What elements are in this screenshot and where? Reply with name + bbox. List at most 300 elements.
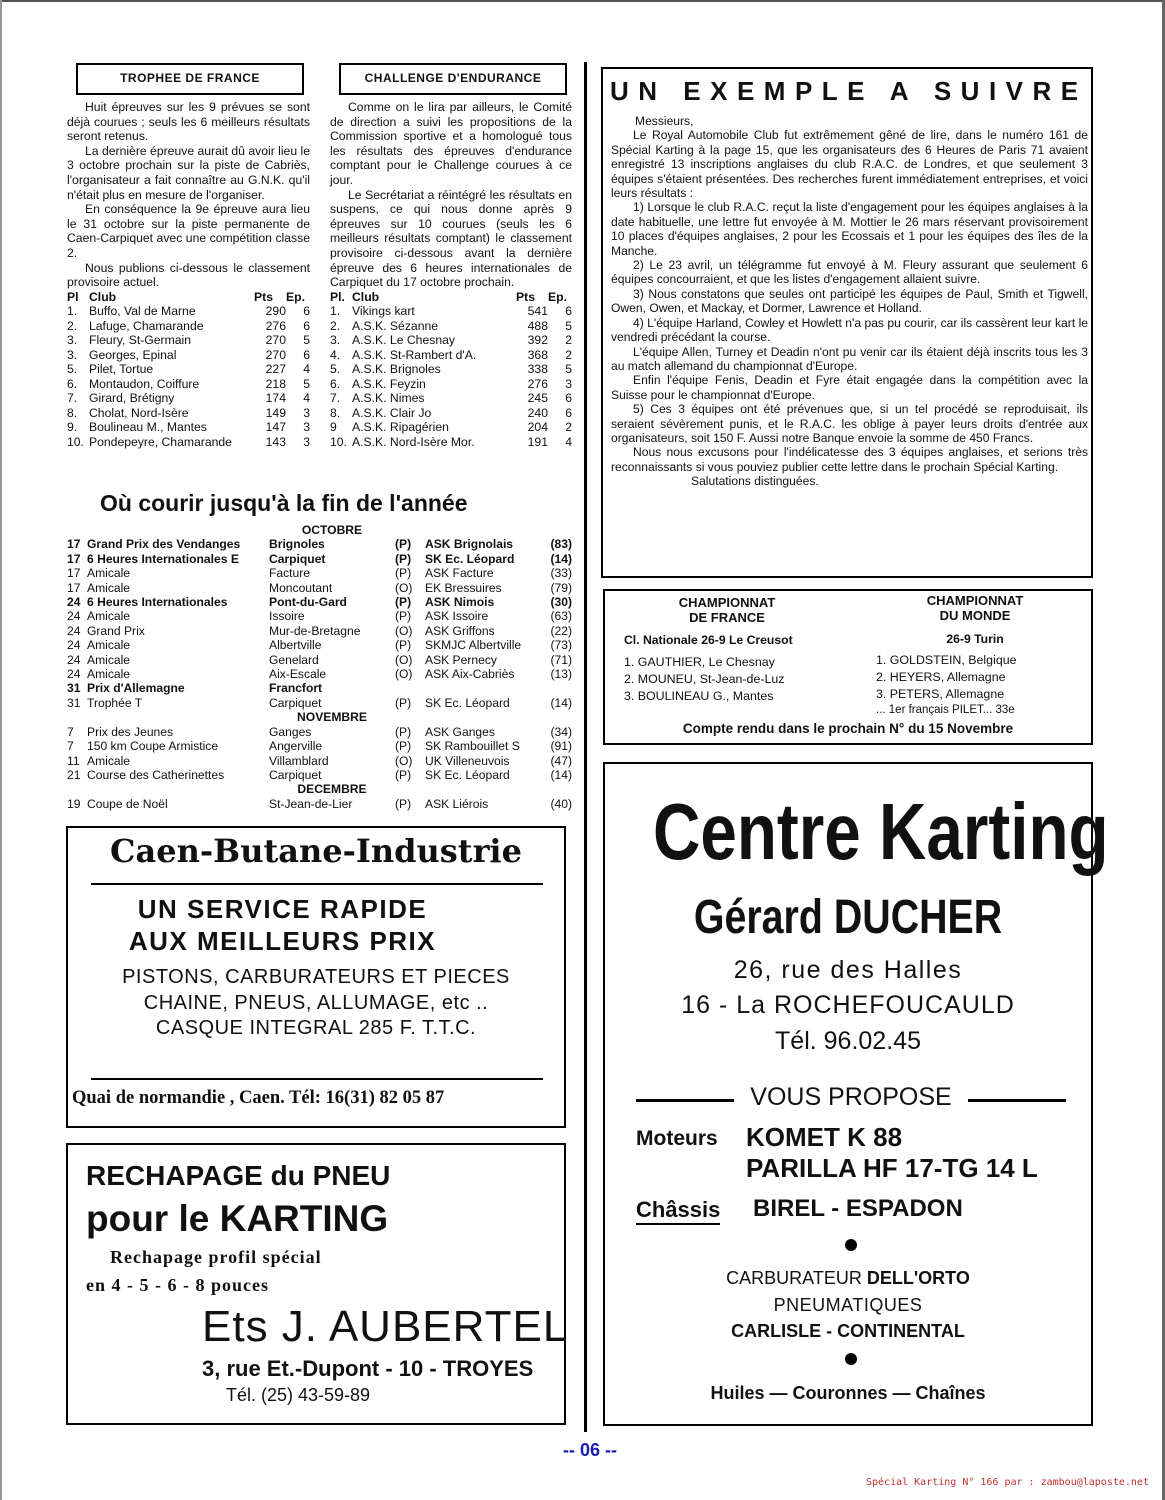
event-location: Issoire [269, 609, 305, 624]
exemple-para-6: L'équipe Allen, Turney et Deadin n'ont pu venir car ils étaient déjà inscrits tous les 3 au match allemand du championnat d'Europe. [611, 344, 1088, 373]
ad-centre-carb-line [603, 1268, 1093, 1289]
rank-cell: 8. [330, 405, 341, 420]
ad-centre-rule-right [968, 1099, 1066, 1102]
event-club: SK Ec. Léopard [425, 551, 515, 566]
event-day: 7 [67, 739, 74, 754]
ad-centre-propose: VOUS PROPOSE [750, 1083, 952, 1111]
club-cell: Fleury, St-Germain [89, 333, 192, 348]
calendar-event-row [67, 552, 572, 566]
ad-caen-line-3: PISTONS, CARBURATEURS ET PIECES [122, 966, 510, 988]
event-track-type: (O) [395, 623, 413, 638]
page-credit: Spécial Karting N° 166 par : zambou@laposte.net [866, 1477, 1149, 1488]
rank-cell: 7. [330, 391, 341, 406]
event-department: (47) [550, 753, 572, 768]
calendar-event-row [67, 739, 572, 753]
trophee-para-3: En conséquence la 9e épreuve aura lieu le 31 octobre sur la piste permanente de Caen-Carpiquet avec une compétition classe 2. [67, 202, 310, 260]
calendar-title: Où courir jusqu'à la fin de l'année [100, 490, 468, 516]
event-club: ASK Issoire [425, 609, 489, 624]
exemple-closing: Salutations distinguées. [691, 474, 819, 489]
club-cell: A.S.K. Nord-Isère Mor. [352, 434, 475, 449]
trophee-row [67, 362, 310, 377]
event-department: (14) [550, 695, 572, 710]
challenge-row [330, 333, 572, 348]
exemple-para-4: 3) Nous constatons que seules ont participé les équipes de Paul, Smith et Tigwell, Owen, Owen, et Mackay, et Dormer, Lawrence et Holland. [611, 286, 1088, 316]
challenge-table-header [330, 290, 572, 305]
club-cell: A.S.K. Feyzin [352, 376, 426, 391]
rank-cell: 7. [67, 391, 78, 406]
challenge-column [330, 100, 572, 449]
event-track-type: (P) [395, 796, 412, 811]
event-day: 24 [67, 652, 81, 667]
club-cell: A.S.K. Le Chesnay [352, 333, 455, 348]
calendar-event-row [67, 681, 572, 695]
ad-rechapage-tel: Tél. (25) 43-59-89 [226, 1385, 371, 1405]
event-day: 17 [67, 537, 81, 552]
event-name: 6 Heures Internationales E [87, 551, 239, 566]
calendar-event-row [67, 566, 572, 580]
challenge-row [330, 319, 572, 334]
events-cell: 6 [303, 347, 310, 362]
calendar-event-row [67, 768, 572, 782]
points-cell: 218 [265, 376, 286, 391]
month-octobre [67, 523, 572, 537]
event-department: (73) [550, 638, 572, 653]
event-department: (91) [550, 739, 572, 754]
event-club: ASK Ganges [425, 724, 495, 739]
rank-cell: 4. [330, 347, 341, 362]
event-location: Francfort [269, 681, 323, 696]
events-cell: 5 [303, 333, 310, 348]
ad-centre-chassis-label: Châssis [636, 1197, 720, 1225]
col-pl: Pl. [330, 289, 345, 304]
trophee-row [67, 406, 310, 421]
event-department: (71) [550, 652, 572, 667]
ad-caen-products [70, 965, 562, 1042]
rank-cell: 6. [330, 376, 341, 391]
event-club: SK Rambouillet S [425, 739, 520, 754]
challenge-row [330, 391, 572, 406]
calendar-event-row [67, 537, 572, 551]
event-location: Carpiquet [269, 551, 326, 566]
club-cell: Vikings kart [352, 304, 415, 319]
events-cell: 6 [303, 304, 310, 319]
points-cell: 204 [527, 420, 548, 435]
rank-cell: 10. [330, 434, 347, 449]
challenge-row [330, 304, 572, 319]
event-department: (14) [550, 551, 572, 566]
club-cell: A.S.K. Ripagérien [352, 420, 449, 435]
ad-centre-owner [603, 888, 1093, 948]
ad-rechapage-line-3: Rechapage profil spécial [110, 1247, 322, 1267]
event-club: ASK Aix-Cabriès [425, 667, 515, 682]
club-cell: Cholat, Nord-Isère [89, 405, 189, 420]
event-day: 7 [67, 724, 74, 739]
events-cell: 2 [565, 333, 572, 348]
calendar-event-row [67, 609, 572, 623]
ad-centre-title-text: Centre Karting [653, 787, 1109, 876]
points-cell: 191 [527, 434, 548, 449]
event-day: 19 [67, 796, 81, 811]
event-name: Amicale [87, 609, 131, 624]
rank-cell: 5. [67, 362, 78, 377]
club-cell: Pilet, Tortue [89, 362, 154, 377]
monde-title-line-1: CHAMPIONNAT [926, 593, 1024, 608]
monde-result: 3. PETERS, Allemagne [876, 687, 1005, 701]
event-location: Angerville [269, 739, 323, 754]
event-track-type: (P) [395, 595, 412, 610]
trophee-row [67, 420, 310, 435]
trophee-row [67, 304, 310, 319]
event-track-type [395, 681, 425, 695]
ad-centre-moteurs-label: Moteurs [636, 1127, 718, 1150]
championnat-france-sub: Cl. Nationale 26-9 Le Creusot [624, 633, 793, 647]
club-cell: Pondepeyre, Chamarande [89, 434, 232, 449]
event-name: Grand Prix [87, 623, 145, 638]
calendar-event-row [67, 638, 572, 652]
events-cell: 4 [565, 434, 572, 449]
event-day: 24 [67, 638, 81, 653]
france-result: 1. GAUTHIER, Le Chesnay [624, 655, 775, 669]
club-cell: Montaudon, Coiffure [89, 376, 200, 391]
club-cell: Girard, Brétigny [89, 391, 175, 406]
ad-caen-name: Caen-Butane-Industrie [110, 832, 522, 870]
event-department: (63) [550, 609, 572, 624]
col-pl: Pl [67, 289, 79, 304]
events-cell: 6 [303, 318, 310, 333]
ad-rechapage-line-4: en 4 - 5 - 6 - 8 pouces [86, 1275, 269, 1295]
ad-rechapage-company: Ets J. AUBERTEL [202, 1302, 569, 1351]
ad-centre-chassis: BIREL - ESPADON [753, 1195, 963, 1222]
event-name: Amicale [87, 580, 131, 595]
event-club: SK Ec. Léopard [425, 767, 510, 782]
events-cell: 2 [565, 420, 572, 435]
event-name: Amicale [87, 652, 131, 667]
points-cell: 227 [265, 362, 286, 377]
club-cell: A.S.K. Sézanne [352, 318, 439, 333]
ad-rechapage-line-1: RECHAPAGE du PNEU [86, 1160, 391, 1191]
events-cell: 2 [565, 347, 572, 362]
event-name: Prix des Jeunes [87, 724, 174, 739]
event-location: Brignoles [269, 537, 325, 552]
exemple-para-5: 4) L'équipe Harland, Cowley et Howlett n'a pas pu courir, car ils cassèrent leur kart le vendredi précédant la course. [611, 315, 1088, 345]
rank-cell: 9. [67, 420, 78, 435]
trophee-column [67, 100, 310, 449]
event-department: (13) [550, 667, 572, 682]
page-frame-top [0, 0, 1165, 2]
calendar-event-row [67, 667, 572, 681]
page-number: -- 06 -- [563, 1440, 617, 1460]
event-club [425, 681, 543, 695]
event-day: 17 [67, 566, 81, 581]
exemple-para-3: 2) Le 23 avril, un télégramme fut envoyé à M. Fleury assurant que seulement 6 équipes concourraient, et que les listes d'engagement allaient suivre. [611, 258, 1088, 287]
ad-caen-line-2: AUX MEILLEURS PRIX [128, 926, 437, 956]
event-track-type: (O) [395, 580, 413, 595]
col-pts: Pts [254, 289, 273, 304]
event-club: ASK Griffons [425, 623, 495, 638]
trophee-para-4: Nous publions ci-dessous le classement provisoire actuel. [67, 260, 310, 290]
event-department: (40) [550, 796, 572, 811]
rank-cell: 2. [330, 318, 341, 333]
events-cell: 6 [565, 405, 572, 420]
events-cell: 3 [303, 405, 310, 420]
ad-centre-moteurs-1: KOMET K 88 [746, 1122, 903, 1152]
trophee-para-2: La dernière épreuve aurait dû avoir lieu le 3 octobre prochain sur la piste de Cabriès, l'organisateur a fait connaître au G.N.K. qu'il n'était plus en mesure de l'organiser. [67, 143, 310, 202]
rank-cell: 5. [330, 362, 341, 377]
event-location: Albertville [269, 638, 322, 653]
exemple-para-7: Enfin l'équipe Fenis, Deadin et Fyre était engagée dans la compétition avec la Suisse pour le championnat d'Europe. [611, 373, 1088, 402]
championnat-monde-sub: 26-9 Turin [946, 632, 1004, 646]
event-name: 150 km Coupe Armistice [87, 739, 219, 754]
championnat-monde-title [860, 593, 1090, 623]
exemple-salutation: Messieurs, [635, 114, 694, 128]
events-cell: 6 [565, 391, 572, 406]
col-pts: Pts [516, 289, 535, 304]
event-track-type: (P) [395, 537, 412, 552]
event-club: SKMJC Albertville [425, 638, 522, 653]
challenge-table [330, 290, 572, 450]
points-cell: 149 [265, 405, 286, 420]
club-cell: A.S.K. Nimes [352, 391, 425, 406]
event-name: Amicale [87, 753, 131, 768]
event-club: UK Villeneuvois [425, 753, 510, 768]
event-department: (83) [550, 537, 572, 552]
event-track-type: (P) [395, 767, 412, 782]
event-department: (22) [550, 623, 572, 638]
event-club: ASK Facture [425, 566, 494, 581]
club-cell: Lafuge, Chamarande [89, 318, 204, 333]
event-name: Amicale [87, 667, 131, 682]
championnat-france-results [624, 654, 784, 705]
monde-title-line-2: DU MONDE [939, 608, 1011, 623]
ad-centre-carb-label: CARBURATEUR [726, 1268, 862, 1288]
challenge-row [330, 377, 572, 392]
trophee-row [67, 377, 310, 392]
calendar-event-row [67, 696, 572, 710]
event-department: (33) [550, 566, 572, 581]
points-cell: 368 [527, 347, 548, 362]
calendar-event-row [67, 595, 572, 609]
event-location: Genelard [269, 652, 319, 667]
event-day: 24 [67, 667, 81, 682]
club-cell: A.S.K. Brignoles [352, 362, 441, 377]
points-cell: 143 [265, 434, 286, 449]
challenge-para-2: Le Secrétariat a réintégré les résultats en suspens, ce qui nous donne après 9 épreuves sur 10 courues (seuls les 6 meilleurs résultats comptant) le classement provisoire ci-dessous avant la dernière épreuve des 6 heures internationales de Carpiquet du 17 octobre prochain. [330, 187, 572, 290]
rank-cell: 6. [67, 376, 78, 391]
rank-cell: 1. [330, 304, 341, 319]
event-location: Aix-Escale [269, 667, 327, 682]
events-cell: 3 [565, 376, 572, 391]
challenge-title: CHALLENGE D'ENDURANCE [339, 63, 567, 95]
event-location: St-Jean-de-Lier [269, 796, 353, 811]
trophee-row [67, 319, 310, 334]
points-cell: 276 [265, 318, 286, 333]
ad-caen-slogan [70, 893, 495, 957]
exemple-para-2: 1) Lorsque le club R.A.C. reçut la liste d'engagement pour les équipes anglaises à la date habituelle, une lettre fut envoyée à M. Mottier le 26 mars réservant provisoirement 10 places d'équipes anglaises, 2 pour les Ecossais et 1 pour les équipes des îles de la Manche. [611, 200, 1088, 258]
points-cell: 270 [265, 333, 286, 348]
event-club: EK Bressuires [425, 580, 502, 595]
event-location: Ganges [269, 724, 312, 739]
exemple-para-9: Nous nous excusons pour l'indélicatesse des 3 équipes anglaises, et serions très reconnaissants si vous pouviez publier cette lettre dans le prochain Spécial Karting. [611, 445, 1088, 474]
event-day: 21 [67, 767, 81, 782]
event-club: ASK Brignolais [425, 537, 514, 552]
challenge-row [330, 406, 572, 421]
points-cell: 240 [527, 405, 548, 420]
points-cell: 541 [527, 304, 548, 319]
col-ep: Ep. [548, 289, 567, 304]
event-track-type: (P) [395, 724, 412, 739]
points-cell: 245 [527, 391, 548, 406]
event-day: 11 [67, 753, 80, 768]
monde-result: 1. GOLDSTEIN, Belgique [876, 653, 1017, 667]
exemple-letter [611, 114, 1088, 489]
event-location: Villamblard [269, 753, 329, 768]
event-track-type: (P) [395, 739, 412, 754]
event-track-type: (O) [395, 753, 413, 768]
calendar-event-row [67, 725, 572, 739]
calendar-event-row [67, 754, 572, 768]
event-name: 6 Heures Internationales [87, 595, 228, 610]
bullet-dot [845, 1239, 857, 1251]
calendar-event-row [67, 624, 572, 638]
event-location: Carpiquet [269, 695, 322, 710]
event-day: 24 [67, 595, 81, 610]
trophee-row [67, 333, 310, 348]
trophee-row [67, 435, 310, 450]
event-department: (34) [550, 724, 572, 739]
rank-cell: 3. [67, 333, 78, 348]
calendar-event-row [67, 581, 572, 595]
challenge-row [330, 348, 572, 363]
exemple-title: UN EXEMPLE A SUIVRE [610, 76, 1088, 106]
rank-cell: 3. [330, 333, 341, 348]
event-location: Facture [269, 566, 310, 581]
event-day: 31 [67, 695, 81, 710]
ad-centre-pneu-label: PNEUMATIQUES [773, 1295, 923, 1315]
event-location: Pont-du-Gard [269, 595, 347, 610]
rank-cell: 8. [67, 405, 78, 420]
col-ep: Ep. [286, 289, 305, 304]
rank-cell: 3. [67, 347, 78, 362]
championnat-footer: Compte rendu dans le prochain N° du 15 Novembre [682, 721, 1014, 736]
ad-caen-rule-top [91, 883, 543, 885]
club-cell: A.S.K. St-Rambert d'A. [352, 347, 477, 362]
events-cell: 3 [303, 420, 310, 435]
monde-result: 2. HEYERS, Allemagne [876, 670, 1006, 684]
event-track-type: (P) [395, 695, 412, 710]
event-name: Grand Prix des Vendanges [87, 537, 241, 552]
ad-rechapage-line-2: pour le KARTING [86, 1198, 389, 1239]
events-cell: 4 [303, 362, 310, 377]
ad-caen-line-1: UN SERVICE RAPIDE [137, 894, 428, 924]
events-cell: 4 [303, 391, 310, 406]
challenge-row [330, 435, 572, 450]
month-novembre [67, 710, 572, 724]
events-cell: 5 [565, 318, 572, 333]
exemple-para-1: Le Royal Automobile Club fut extrêmement gêné de lire, dans le numéro 161 de Spécial Karting à la page 15, que les organisateurs des 6 Heures de Paris 71 avaient enregistré 13 inscriptions anglaises du club R.A.C. de Londres, et que seulement 3 équipes s'étaient présentées. Des recherches furent immédiatement entreprises, et voici leurs résultats : [611, 128, 1088, 201]
challenge-row [330, 420, 572, 435]
event-track-type: (P) [395, 551, 412, 566]
event-location: Carpiquet [269, 767, 322, 782]
points-cell: 392 [527, 333, 548, 348]
month-decembre [67, 782, 572, 796]
event-location: Moncoutant [269, 580, 333, 595]
ad-caen-address: Quai de normandie , Caen. Tél: 16(31) 82 05 87 [72, 1088, 445, 1108]
month-label: OCTOBRE [301, 523, 363, 537]
event-club: SK Ec. Léopard [425, 695, 510, 710]
event-track-type: (P) [395, 638, 412, 653]
col-club: Club [89, 289, 117, 304]
event-department: (14) [550, 767, 572, 782]
events-cell: 5 [565, 362, 572, 377]
ad-centre-street: 26, rue des Halles [733, 956, 963, 984]
rank-cell: 1. [67, 304, 78, 319]
ad-centre-pneu: CARLISLE - CONTINENTAL [731, 1321, 965, 1341]
column-divider [584, 62, 587, 1432]
france-title-line-2: DE FRANCE [689, 610, 765, 625]
month-label: DECEMBRE [297, 782, 367, 797]
page-frame-left [0, 0, 2, 1500]
event-club: ASK Liérois [425, 796, 489, 811]
ad-centre-huiles: Huiles — Couronnes — Chaînes [710, 1383, 986, 1403]
event-day: 17 [67, 551, 81, 566]
event-club: ASK Nimois [425, 595, 495, 610]
event-club: ASK Pernecy [425, 652, 497, 667]
trophee-row [67, 348, 310, 363]
ad-centre-moteurs-2: PARILLA HF 17-TG 14 L [746, 1153, 1038, 1183]
points-cell: 147 [265, 420, 286, 435]
challenge-row [330, 362, 572, 377]
event-name: Amicale [87, 566, 131, 581]
ad-centre-rule-left [636, 1099, 734, 1102]
month-label: NOVEMBRE [297, 710, 367, 725]
championnat-monde-note: ... 1er français PILET... 33e [876, 704, 1015, 716]
trophee-row [67, 391, 310, 406]
event-track-type: (P) [395, 609, 412, 624]
ad-caen-line-4: CHAINE, PNEUS, ALLUMAGE, etc .. [143, 991, 489, 1014]
points-cell: 338 [527, 362, 548, 377]
ad-centre-city: 16 - La ROCHEFOUCAULD [681, 991, 1015, 1019]
trophee-table [67, 290, 310, 450]
rank-cell: 10. [67, 434, 84, 449]
event-name: Amicale [87, 638, 131, 653]
trophee-para-1: Huit épreuves sur les 9 prévues se sont déjà courues ; seuls les 6 meilleurs résultats seront retenus. [67, 100, 310, 144]
points-cell: 488 [527, 318, 548, 333]
points-cell: 174 [265, 391, 286, 406]
france-result: 3. BOULINEAU G., Mantes [624, 689, 774, 703]
event-track-type: (O) [395, 652, 413, 667]
event-day: 17 [67, 580, 81, 595]
event-department: (30) [550, 595, 572, 610]
event-department [543, 681, 572, 695]
event-day: 24 [67, 623, 81, 638]
event-name: Prix d'Allemagne [87, 681, 185, 696]
ad-caen-rule-bottom [91, 1078, 543, 1080]
rank-cell: 2. [67, 318, 78, 333]
calendar-event-row [67, 797, 572, 811]
ad-centre-owner-text: Gérard DUCHER [693, 891, 1003, 944]
ad-rechapage-address: 3, rue Et.-Dupont - 10 - TROYES [202, 1356, 534, 1381]
event-track-type: (O) [395, 667, 413, 682]
club-cell: A.S.K. Clair Jo [352, 405, 432, 420]
championnat-france-title [612, 595, 842, 625]
club-cell: Georges, Epinal [89, 347, 177, 362]
ad-centre-carb: DELL'ORTO [866, 1268, 970, 1288]
col-club: Club [352, 289, 380, 304]
club-cell: Boulineau M., Mantes [89, 420, 207, 435]
event-location: Mur-de-Bretagne [269, 623, 361, 638]
events-cell: 3 [303, 434, 310, 449]
bullet-dot [845, 1353, 857, 1365]
